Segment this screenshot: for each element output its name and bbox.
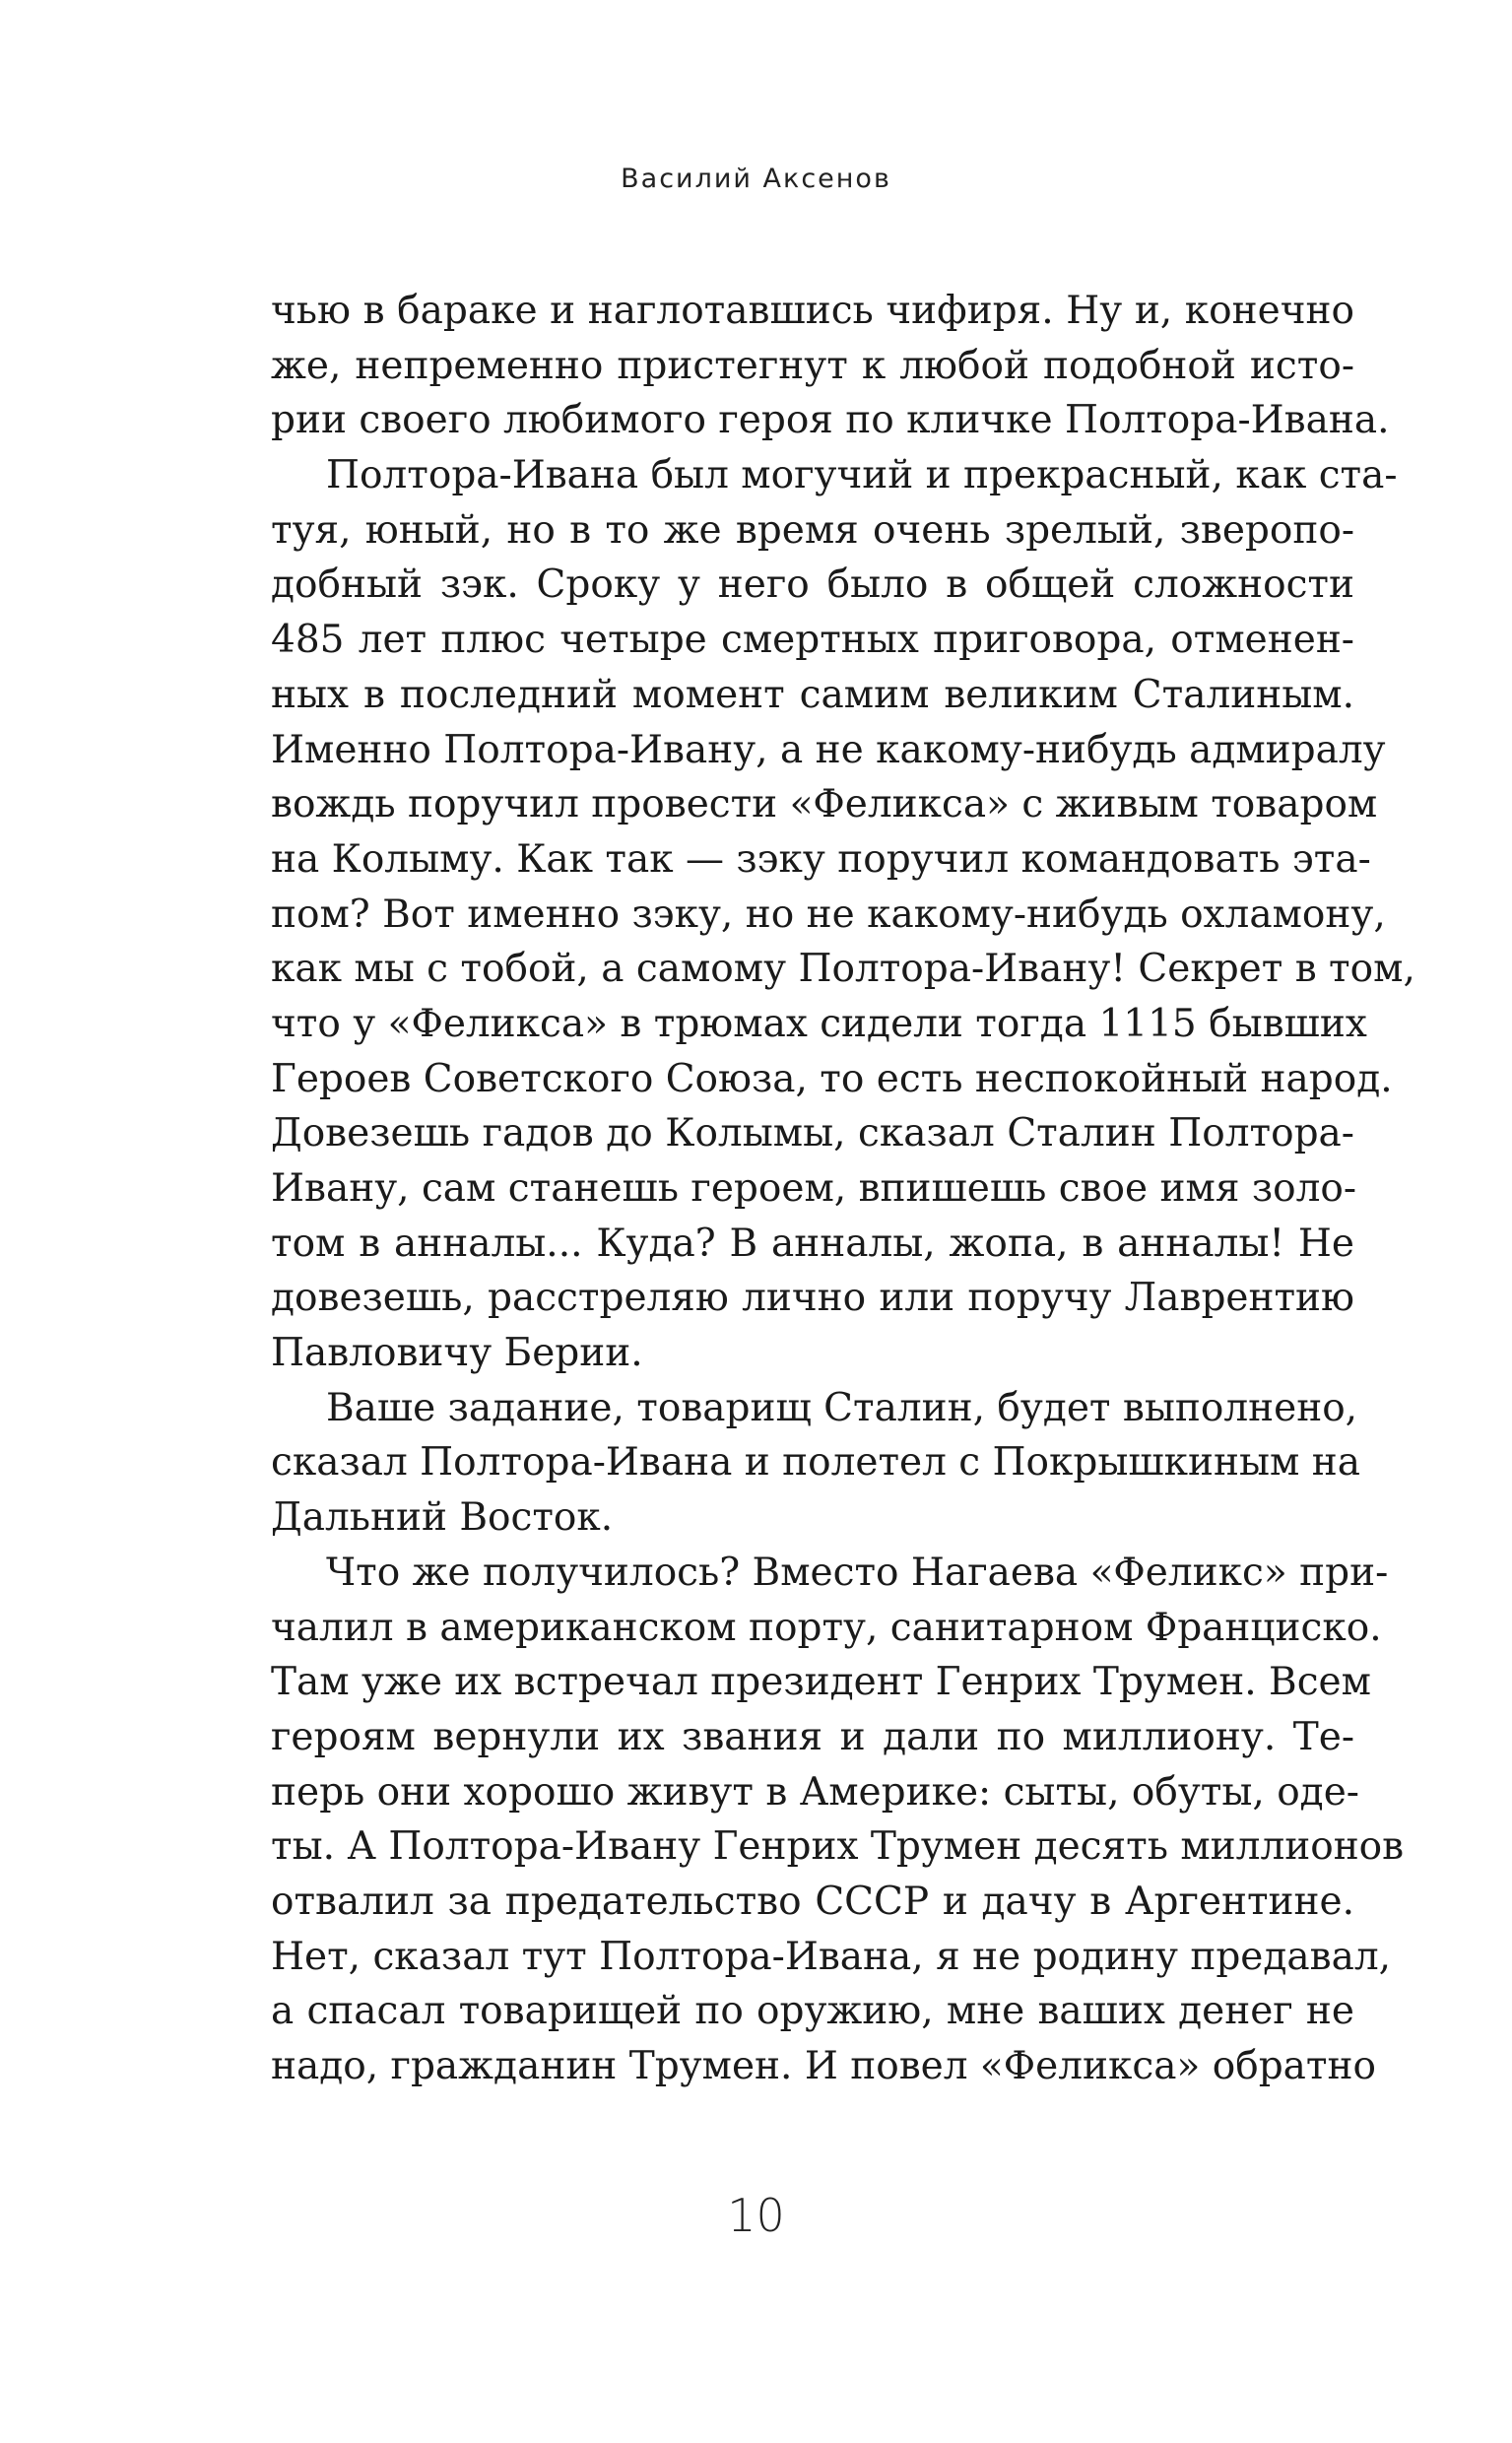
text-line: чалил в американском порту, санитарном Франциско. — [271, 1605, 1382, 1650]
paragraph — [271, 448, 1415, 1381]
text-line: Именно Полтора-Ивану, а не какому-нибудь адмиралу — [271, 727, 1386, 772]
text-line: пом? Вот именно зэку, но не какому-нибудь охламону, — [271, 891, 1386, 937]
text-line: Ваше задание, товарищ Сталин, будет выполнено, — [326, 1385, 1358, 1430]
text-line: Дальний Восток. — [271, 1495, 614, 1541]
text-line: героям вернули их звания и дали по миллиону. Те- — [271, 1714, 1354, 1759]
running-head: Василий Аксенов — [621, 164, 891, 194]
paragraph — [271, 284, 1390, 448]
text-line: добный зэк. Сроку у него было в общей сложности — [271, 562, 1354, 608]
text-line: Полтора-Ивана был могучий и прекрасный, как ста- — [326, 453, 1398, 498]
text-line: рии своего любимого героя по кличке Полтора-Ивана. — [271, 398, 1390, 443]
text-line: туя, юный, но в то же время очень зрелый, зверопо- — [271, 507, 1354, 553]
paragraph — [271, 1381, 1361, 1546]
text-line: Ивану, сам станешь героем, впишешь свое имя золо- — [271, 1166, 1357, 1211]
text-line: как мы с тобой, а самому Полтора-Ивану! Секрет в том, — [271, 947, 1415, 992]
text-line: же, непременно пристегнут к любой подобной исто- — [271, 343, 1354, 388]
paragraph — [271, 1546, 1405, 2094]
page-number: 10 — [727, 2189, 785, 2242]
text-line: на Колыму. Как так — зэку поручил командовать эта- — [271, 836, 1371, 882]
text-line: Там уже их встречал президент Генрих Трумен. Всем — [271, 1660, 1371, 1705]
text-line: вождь поручил провести «Феликса» с живым товаром — [271, 782, 1378, 827]
text-line: Что же получилось? Вместо Нагаева «Феликс» при- — [326, 1550, 1389, 1595]
text-line: Павловичу Берии. — [271, 1331, 643, 1376]
body-text — [271, 284, 1415, 2094]
text-line: надо, гражданин Трумен. И повел «Феликса» обратно — [271, 2044, 1376, 2088]
text-line: довезешь, расстреляю лично или поручу Лаврентию — [271, 1276, 1354, 1321]
text-line: 485 лет плюс четыре смертных приговора, отменен- — [271, 618, 1354, 663]
text-line: отвалил за предательство СССР и дачу в Аргентине. — [271, 1879, 1354, 1924]
text-line: ты. А Полтора-Ивану Генрих Трумен десять миллионов — [271, 1824, 1405, 1870]
text-line: ных в последний момент самим великим Сталиным. — [271, 672, 1354, 717]
text-line: чью в бараке и наглотавшись чифиря. Ну и, конечно — [271, 289, 1354, 333]
text-line: Довезешь гадов до Колымы, сказал Сталин Полтора- — [271, 1111, 1354, 1156]
text-line: перь они хорошо живут в Америке: сыты, обуты, оде- — [271, 1769, 1359, 1815]
text-line: сказал Полтора-Ивана и полетел с Покрышкиным на — [271, 1440, 1361, 1486]
text-line: а спасал товарищей по оружию, мне ваших денег не — [271, 1989, 1354, 2034]
text-line: Героев Советского Союза, то есть неспокойный народ. — [271, 1056, 1393, 1101]
text-line: том в анналы... Куда? В анналы, жопа, в анналы! Не — [271, 1221, 1354, 1266]
text-line: что у «Феликса» в трюмах сидели тогда 1115 бывших — [271, 1001, 1367, 1046]
text-line: Нет, сказал тут Полтора-Ивана, я не родину предавал, — [271, 1934, 1392, 1979]
